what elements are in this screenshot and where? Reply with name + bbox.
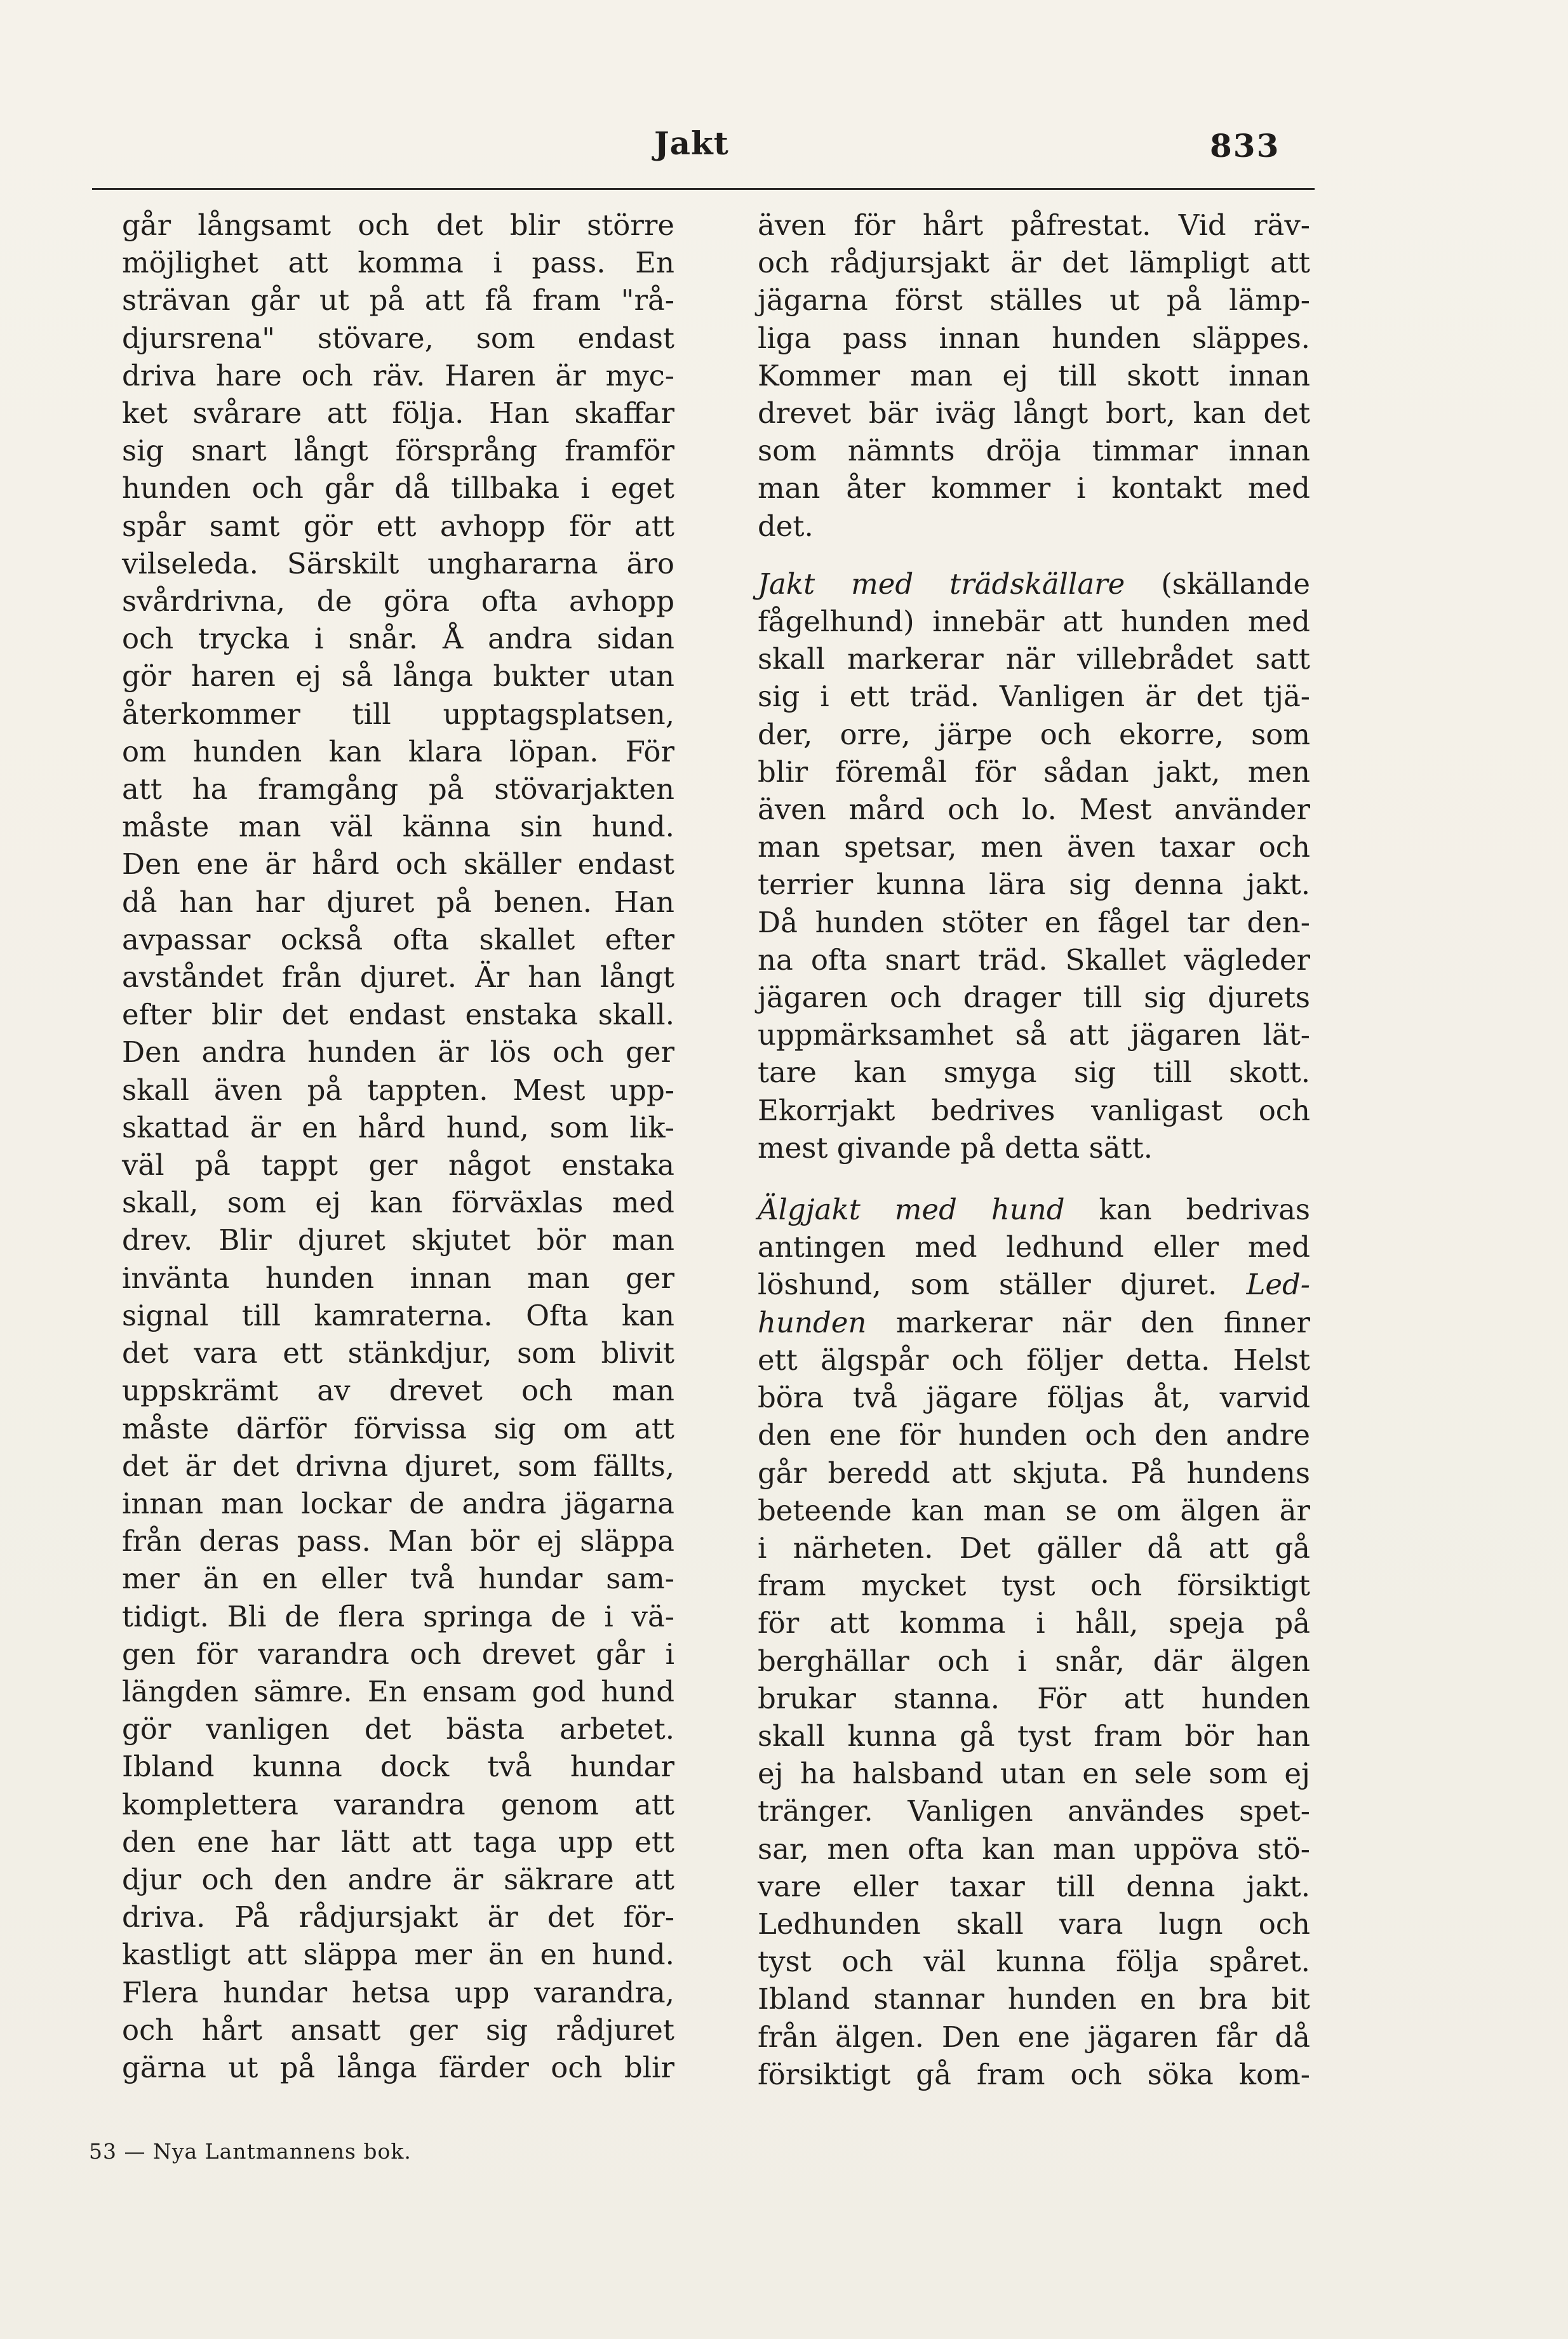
text-line: tare kan smyga sig till skott. xyxy=(758,1056,1310,1090)
text-line: spår samt gör ett avhopp för att xyxy=(122,509,674,543)
text-line: väl på tappt ger något enstaka xyxy=(122,1148,674,1183)
text-line: man spetsar, men även taxar och xyxy=(758,830,1310,864)
text-line: antingen med ledhund eller med xyxy=(758,1230,1310,1264)
text-line: sig i ett träd. Vanligen är det tjä- xyxy=(758,680,1310,714)
text-line: gen för varandra och drevet går i xyxy=(122,1637,674,1671)
footer-note: 53 — Nya Lantmannens bok. xyxy=(89,2139,412,2164)
text-line: Jakt med trädskällare (skällande xyxy=(758,566,1310,601)
text-line: och hårt ansatt ger sig rådjuret xyxy=(122,2013,674,2047)
text-line: Ledhunden skall vara lugn och xyxy=(758,1907,1310,1941)
text-line: ett älgspår och följer detta. Helst xyxy=(758,1343,1310,1377)
text-line: komplettera varandra genom att xyxy=(122,1787,674,1821)
text-line: då han har djuret på benen. Han xyxy=(122,885,674,919)
text-line: gör haren ej så långa bukter utan xyxy=(122,659,674,694)
text-line: strävan går ut på att få fram "rå- xyxy=(122,283,674,318)
text-line: hunden markerar när den finner xyxy=(758,1305,1310,1339)
text-line: den ene har lätt att taga upp ett xyxy=(122,1825,674,1859)
text-line: jägarna först ställes ut på lämp- xyxy=(758,283,1310,318)
text-line: uppmärksamhet så att jägaren lät- xyxy=(758,1018,1310,1052)
text-line: signal till kamraterna. Ofta kan xyxy=(122,1298,674,1332)
text-line: att ha framgång på stövarjakten xyxy=(122,772,674,807)
text-line: fågelhund) innebär att hunden med xyxy=(758,605,1310,639)
text-line: försiktigt gå fram och söka kom- xyxy=(758,2057,1310,2091)
text-line: skall kunna gå tyst fram bör han xyxy=(758,1719,1310,1753)
text-line: om hunden kan klara löpan. För xyxy=(122,734,674,768)
header-rule-right xyxy=(854,188,1315,190)
text-line: driva hare och räv. Haren är myc- xyxy=(122,358,674,392)
text-line: Den andra hunden är lös och ger xyxy=(122,1035,674,1069)
text-line: man åter kommer i kontakt med xyxy=(758,471,1310,506)
text-line: uppskrämt av drevet och man xyxy=(122,1374,674,1408)
text-line: efter blir det endast enstaka skall. xyxy=(122,998,674,1032)
text-line: skall även på tappten. Mest upp- xyxy=(122,1073,674,1107)
text-line: sig snart långt försprång framför xyxy=(122,434,674,468)
text-line: terrier kunna lära sig denna jakt. xyxy=(758,868,1310,902)
text-line: måste därför förvissa sig om att xyxy=(122,1411,674,1445)
text-line: måste man väl känna sin hund. xyxy=(122,810,674,844)
text-line: beteende kan man se om älgen är xyxy=(758,1493,1310,1527)
text-line: der, orre, järpe och ekorre, som xyxy=(758,717,1310,751)
text-line: löshund, som ställer djuret. Led- xyxy=(758,1268,1310,1302)
section-heading-italic: Jakt med trädskällare xyxy=(758,566,1125,601)
italic-term: hunden xyxy=(758,1305,867,1339)
text-line: djursrena" stövare, som endast xyxy=(122,321,674,355)
paragraph-gap xyxy=(758,1167,1310,1191)
text-line: vilseleda. Särskilt unghararna äro xyxy=(122,546,674,580)
page-number: 833 xyxy=(1210,127,1280,164)
text-line: djur och den andre är säkrare att xyxy=(122,1862,674,1896)
text-line: drevet bär iväg långt bort, kan det xyxy=(758,396,1310,431)
text-line: tränger. Vanligen användes spet- xyxy=(758,1794,1310,1828)
text-line: fram mycket tyst och försiktigt xyxy=(758,1569,1310,1603)
text-line: liga pass innan hunden släppes. xyxy=(758,321,1310,355)
text-line: längden sämre. En ensam god hund xyxy=(122,1674,674,1708)
text-line: tidigt. Bli de flera springa de i vä- xyxy=(122,1599,674,1633)
text-line: Ekorrjakt bedrives vanligast och xyxy=(758,1093,1310,1127)
text-line: den ene för hunden och den andre xyxy=(758,1418,1310,1452)
text-line: går beredd att skjuta. På hundens xyxy=(758,1456,1310,1490)
text-line: innan man lockar de andra jägarna xyxy=(122,1486,674,1520)
text-line: tyst och väl kunna följa spåret. xyxy=(758,1945,1310,1979)
paragraph-tree-barker xyxy=(758,565,1310,1167)
right-column xyxy=(758,206,1310,2093)
text-line: och trycka i snår. Å andra sidan xyxy=(122,622,674,656)
text-line: blir föremål för sådan jakt, men xyxy=(758,754,1310,789)
text-line: svårdrivna, de göra ofta avhopp xyxy=(122,584,674,619)
text-line: det vara ett stänkdjur, som blivit xyxy=(122,1336,674,1371)
italic-term: Led- xyxy=(1246,1268,1310,1302)
text-line: även för hårt påfrestat. Vid räv- xyxy=(758,208,1310,242)
text-line: möjlighet att komma i pass. En xyxy=(122,246,674,280)
left-column xyxy=(122,206,674,2086)
text-line: skattad är en hård hund, som lik- xyxy=(122,1110,674,1144)
text-line: Ibland stannar hunden en bra bit xyxy=(758,1982,1310,2016)
text-line: sar, men ofta kan man uppöva stö- xyxy=(758,1832,1310,1866)
text-line: ej ha halsband utan en sele som ej xyxy=(758,1757,1310,1791)
paragraph-gap xyxy=(758,545,1310,565)
running-head: Jakt xyxy=(654,124,729,162)
text-line: det. xyxy=(758,509,814,543)
text-line: hunden och går då tillbaka i eget xyxy=(122,471,674,506)
text-line: Kommer man ej till skott innan xyxy=(758,358,1310,392)
text-line: invänta hunden innan man ger xyxy=(122,1261,674,1295)
text-line: det är det drivna djuret, som fällts, xyxy=(122,1449,674,1483)
text-line: kastligt att släppa mer än en hund. xyxy=(122,1938,674,1972)
text-line: i närheten. Det gäller då att gå xyxy=(758,1531,1310,1565)
text-line: som nämnts dröja timmar innan xyxy=(758,434,1310,468)
text-line: Flera hundar hetsa upp varandra, xyxy=(122,1975,674,2009)
text-line: avståndet från djuret. Är han långt xyxy=(122,960,674,995)
text-line: brukar stanna. För att hunden xyxy=(758,1681,1310,1715)
text-line: gärna ut på långa färder och blir xyxy=(122,2050,674,2084)
text-line: Älgjakt med hund kan bedrivas xyxy=(758,1193,1310,1227)
text-line: avpassar också ofta skallet efter xyxy=(122,922,674,956)
text-line: även mård och lo. Mest använder xyxy=(758,793,1310,827)
paragraph-fox-deer xyxy=(758,206,1310,545)
text-line: na ofta snart träd. Skallet vägleder xyxy=(758,942,1310,977)
section-heading-italic: Älgjakt med hund xyxy=(758,1193,1065,1227)
paragraph-moose-hunting xyxy=(758,1191,1310,2093)
text-line: för att komma i håll, speja på xyxy=(758,1606,1310,1640)
text-line: och rådjursjakt är det lämpligt att xyxy=(758,246,1310,280)
text-line: mer än en eller två hundar sam- xyxy=(122,1562,674,1596)
text-line: återkommer till upptagsplatsen, xyxy=(122,697,674,731)
text-line: Då hunden stöter en fågel tar den- xyxy=(758,905,1310,939)
header-rule-left xyxy=(92,188,854,190)
text-line: ket svårare att följa. Han skaffar xyxy=(122,396,674,431)
text-line: gör vanligen det bästa arbetet. xyxy=(122,1712,674,1746)
text-line: från älgen. Den ene jägaren får då xyxy=(758,2020,1310,2054)
text-line: skall, som ej kan förväxlas med xyxy=(122,1186,674,1220)
text-line: driva. På rådjursjakt är det för- xyxy=(122,1900,674,1934)
text-line: vare eller taxar till denna jakt. xyxy=(758,1869,1310,1903)
text-line: drev. Blir djuret skjutet bör man xyxy=(122,1223,674,1257)
text-line: går långsamt och det blir större xyxy=(122,208,674,242)
text-line: mest givande på detta sätt. xyxy=(758,1130,1153,1165)
text-line: Den ene är hård och skäller endast xyxy=(122,847,674,881)
text-line: böra två jägare följas åt, varvid xyxy=(758,1381,1310,1415)
text-line: från deras pass. Man bör ej släppa xyxy=(122,1524,674,1558)
text-line: skall markerar när villebrådet satt xyxy=(758,642,1310,676)
text-line: Ibland kunna dock två hundar xyxy=(122,1750,674,1784)
text-line: jägaren och drager till sig djurets xyxy=(758,981,1310,1015)
text-line: berghällar och i snår, där älgen xyxy=(758,1644,1310,1678)
